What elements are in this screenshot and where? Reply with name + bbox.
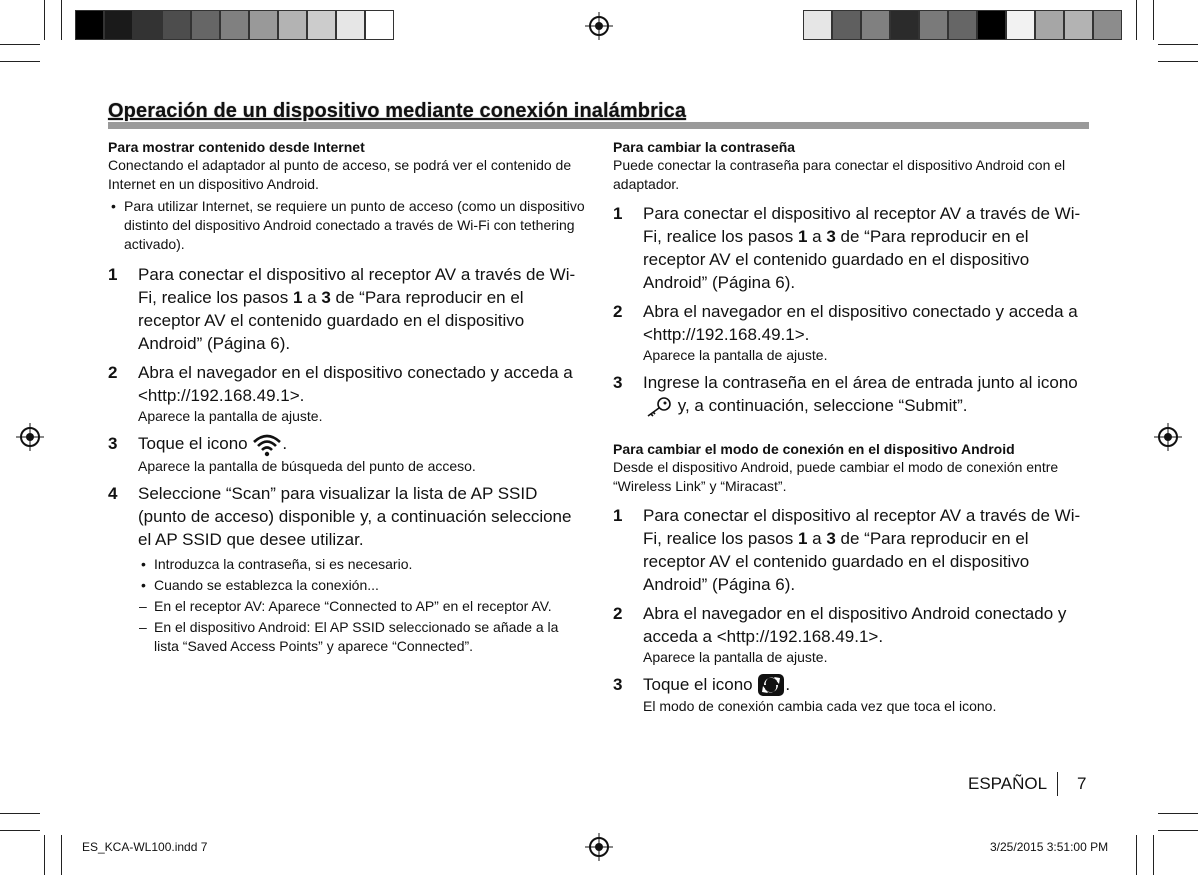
footer-language: ESPAÑOL (968, 774, 1048, 793)
registration-mark-bottom (585, 833, 613, 861)
color-swatch (948, 10, 977, 40)
mode-step-1: 1 Para conectar el dispositivo al receptor AV a través de Wi-Fi, realice los pasos 1 a 3 de “Para reproducir en el receptor AV el contenido guardado en el dispositivo Android” (Página 6). (613, 505, 1081, 594)
left-column (108, 138, 586, 656)
color-swatch (278, 10, 307, 40)
step-4-dash-1: – En el receptor AV: Aparece “Connected to AP” en el receptor AV. (139, 597, 552, 614)
color-swatch (336, 10, 365, 40)
password-step-2: 2 Abra el navegador en el dispositivo conectado y acceda a <http://192.168.49.1>. Aparece la pantalla de ajuste. (613, 300, 1091, 365)
footer-divider (1057, 772, 1058, 796)
color-swatch (803, 10, 832, 40)
color-swatch (861, 10, 890, 40)
color-swatch (1064, 10, 1093, 40)
slug-filename: ES_KCA-WL100.indd 7 (82, 840, 208, 854)
mode-step-2: 2 Abra el navegador en el dispositivo Android conectado y acceda a <http://192.168.49.1>. Aparece la pantalla de ajuste. (613, 602, 1091, 667)
title-rule (108, 122, 1089, 129)
color-swatch (307, 10, 336, 40)
color-swatch (1006, 10, 1035, 40)
password-step-2-note: Aparece la pantalla de ajuste. (643, 347, 828, 363)
color-swatch (162, 10, 191, 40)
key-icon (643, 396, 673, 418)
step-2: 2 Abra el navegador en el dispositivo conectado y acceda a <http://192.168.49.1>. Aparece la pantalla de ajuste. (108, 361, 586, 426)
color-swatch (75, 10, 104, 40)
color-swatch (133, 10, 162, 40)
mode-step-3-note: El modo de conexión cambia cada vez que toca el icono. (643, 698, 997, 715)
section-heading-password: Para cambiar la contraseña (613, 139, 796, 155)
color-swatch (104, 10, 133, 40)
step-2-note: Aparece la pantalla de ajuste. (138, 408, 323, 424)
color-swatch (919, 10, 948, 40)
color-swatch (1093, 10, 1122, 40)
step-3: 3 Toque el icono . Aparece la pantalla de búsqueda del punto de acceso. (108, 432, 586, 476)
password-step-3: 3 Ingrese la contraseña en el área de entrada junto al icono y, a continuación, seleccione “Submit”. (613, 371, 1091, 418)
intro-internet: Conectando el adaptador al punto de acceso, se podrá ver el contenido de Internet en un dispositivo Android. (108, 157, 572, 192)
slug-timestamp: 3/25/2015 3:51:00 PM (990, 840, 1109, 854)
step-1: 1 Para conectar el dispositivo al receptor AV a través de Wi-Fi, realice los pasos 1 a 3 de “Para reproducir en el receptor AV el contenido guardado en el dispositivo Android” (Página 6). (108, 265, 576, 353)
color-swatch (220, 10, 249, 40)
internet-requirement-bullet: • Para utilizar Internet, se requiere un punto de acceso (como un dispositivo distinto del dispositivo Android conectado a través de Wi-Fi con tethering activado). (108, 197, 586, 254)
section-heading-connection-mode: Para cambiar el modo de conexión en el dispositivo Android (613, 440, 1015, 457)
registration-mark-top (585, 12, 613, 40)
step-3-note: Aparece la pantalla de búsqueda del punto de acceso. (138, 457, 476, 474)
registration-mark-left (16, 423, 44, 451)
right-column (613, 138, 1091, 716)
registration-mark-right (1154, 423, 1182, 451)
intro-connection-mode: Desde el dispositivo Android, puede cambiar el modo de conexión entre “Wireless Link” y “Miracast”. (613, 458, 1059, 494)
color-swatch (365, 10, 394, 40)
intro-password: Puede conectar la contraseña para conectar el dispositivo Android con el adaptador. (613, 157, 1066, 192)
switch-mode-icon (757, 673, 785, 697)
color-swatch (1035, 10, 1064, 40)
step-4-sub-2: • Cuando se establezca la conexión... (138, 576, 586, 595)
color-swatch (249, 10, 278, 40)
step-4-dash-2: – En el dispositivo Android: El AP SSID seleccionado se añade a la lista “Saved Access Points” y aparece “Connected”. (139, 618, 559, 654)
color-swatch (191, 10, 220, 40)
mode-step-3: 3 Toque el icono . El modo de conexión cambia cada vez que toca el icono. (613, 673, 1091, 717)
password-step-1: 1 Para conectar el dispositivo al receptor AV a través de Wi-Fi, realice los pasos 1 a 3 de “Para reproducir en el receptor AV el contenido guardado en el dispositivo Android” (Página 6). (613, 204, 1081, 292)
color-swatch (832, 10, 861, 40)
color-swatch (977, 10, 1006, 40)
page-number: 7 (1077, 774, 1087, 793)
step-4-sub-1: • Introduzca la contraseña, si es necesario. (138, 555, 586, 574)
page-title: Operación de un dispositivo mediante conexión inalámbrica (108, 100, 687, 122)
color-swatch (890, 10, 919, 40)
wifi-icon (252, 433, 282, 457)
step-4: 4 Seleccione “Scan” para visualizar la lista de AP SSID (punto de acceso) disponible y, a continuación seleccione el AP SSID que desee utilizar. • Introduzca la contraseña, si es necesario. • Cuando se establezca la conexión... – En el receptor AV: Aparece “Connected to AP” en el receptor AV. – En el dispositivo Android: El AP SSID seleccionado se añade a la lista “Saved Access Points” y aparece “Connected”. (108, 482, 586, 656)
section-heading-internet: Para mostrar contenido desde Internet (108, 139, 365, 155)
mode-step-2-note: Aparece la pantalla de ajuste. (643, 648, 828, 665)
